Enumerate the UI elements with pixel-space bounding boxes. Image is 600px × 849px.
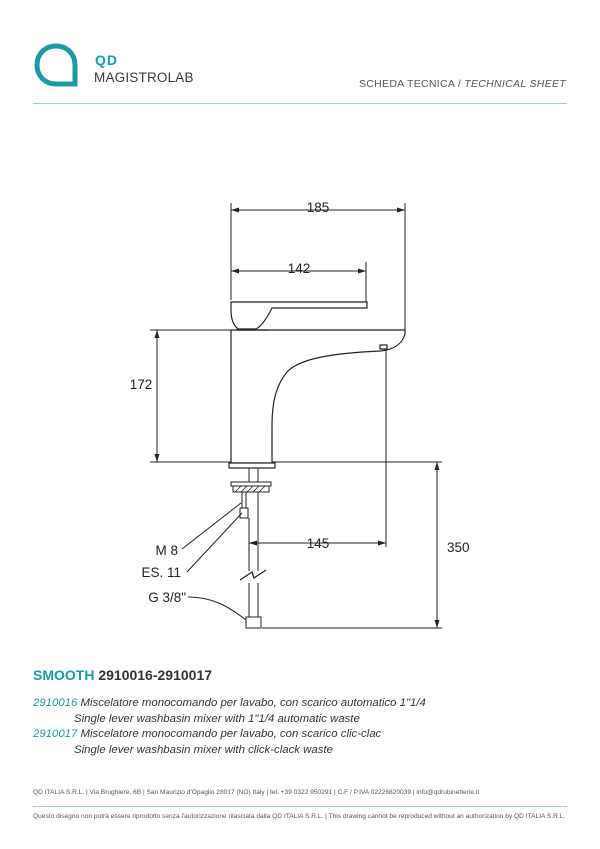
dim-185-label: 185 (306, 200, 330, 215)
leader-g38 (188, 597, 246, 620)
mounting-washer (231, 482, 271, 486)
variant-2-desc-it: Miscelatore monocomando per lavabo, con scarico clic-clac (80, 728, 382, 740)
arrow (231, 269, 239, 274)
dim-172-label: 172 (129, 377, 153, 392)
callout-thread: M 8 (155, 543, 178, 558)
footer-company-info: QD ITALIA S.R.L. | Via Brughiere, 6B | San Maurizio d'Opaglio 28017 (NO) Italy | tel. +39 0322 950291 | C.F / P.IVA 02226820039 | info@qdrubinetterie.it (33, 789, 480, 796)
variant-1-desc-en: Single lever washbasin mixer with 1"1/4 automatic waste (74, 713, 360, 725)
arrow (435, 620, 440, 628)
arrow (397, 208, 405, 213)
variant-1-desc-it: Miscelatore monocomando per lavabo, con scarico automatico 1"1/4 (80, 697, 426, 709)
product-name: SMOOTH (33, 667, 95, 683)
callout-wrench: ES. 11 (141, 565, 181, 580)
arrow (435, 462, 440, 470)
product-title (33, 667, 212, 683)
break-mark (240, 570, 266, 580)
product-codes: 2910016-2910017 (98, 667, 213, 683)
footer-disclaimer: Questo disegno non potrà essere riprodotto senza l'autorizzazione rilasciata dalla QD ITALIA S.R.L. | This drawing cannot be reproduced without an authorization by QD ITALIA S.R.L. (33, 813, 566, 820)
arrow (231, 208, 239, 213)
leader-es11 (187, 513, 242, 572)
arrow (378, 541, 386, 546)
footer-divider (33, 806, 567, 807)
sheet-label-en: TECHNICAL SHEET (464, 78, 566, 90)
sheet-label-it: SCHEDA TECNICA / (358, 78, 465, 90)
hose-connector (246, 617, 261, 628)
callout-connection: G 3/8" (148, 590, 186, 605)
arrow (155, 330, 160, 338)
brand-name-top: QD (95, 52, 118, 68)
dim-350-label: 350 (447, 540, 470, 555)
brand-name-bottom: MAGISTROLAB (94, 70, 194, 85)
arrow (155, 454, 160, 462)
faucet-outlet (380, 345, 387, 349)
variant-1-it (33, 697, 426, 709)
variant-2-code: 2910017 (33, 728, 78, 740)
mounting-rod-nut (240, 508, 248, 518)
arrow (358, 269, 366, 274)
arrow (249, 541, 257, 546)
faucet-base-plate (229, 463, 275, 468)
dim-142-label: 142 (287, 261, 311, 276)
variant-2-it (33, 728, 381, 740)
faucet-body (231, 330, 405, 463)
variant-2-desc-en: Single lever washbasin mixer with click-clack waste (74, 744, 333, 756)
faucet-lever (231, 302, 367, 329)
variant-1-code: 2910016 (33, 697, 78, 709)
dim-145-label: 145 (306, 536, 330, 551)
leader-m8 (182, 503, 241, 549)
